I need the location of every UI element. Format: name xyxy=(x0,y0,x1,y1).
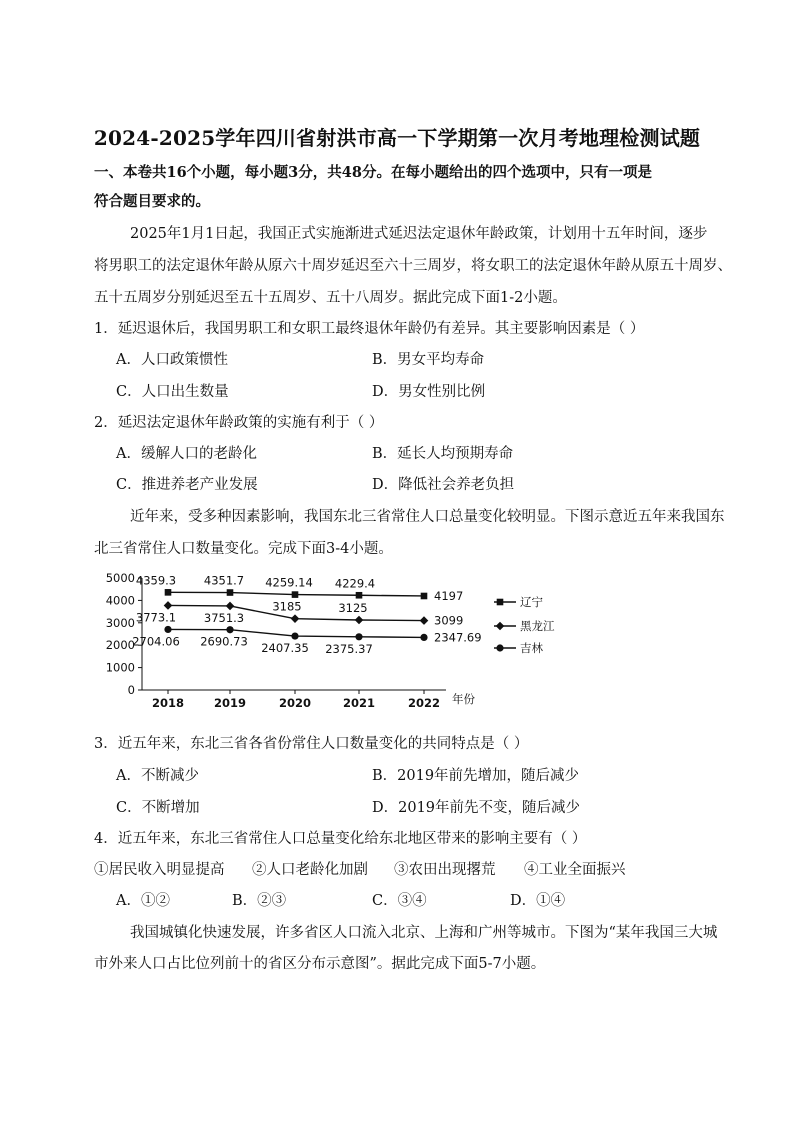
question-2-stem: 2．延迟法定退休年龄政策的实施有利于（ ） xyxy=(94,415,384,431)
x-tick-label: 2019 xyxy=(213,696,247,710)
question-1-stem: 1．延迟退休后，我国男职工和女职工最终退休年龄仍有差异。其主要影响因素是（ ） xyxy=(94,321,645,337)
data-point xyxy=(355,616,364,625)
data-label: 3773.1 xyxy=(135,610,177,625)
y-tick-label: 0 xyxy=(127,683,135,697)
data-label: 2375.37 xyxy=(325,641,373,656)
data-label: 3099 xyxy=(434,613,464,628)
question-2-option-d[interactable]: D．降低社会养老负担 xyxy=(372,477,515,493)
data-label: 4351.7 xyxy=(203,573,245,588)
x-tick-label: 2021 xyxy=(342,696,376,710)
question-3-option-a[interactable]: A．不断减少 xyxy=(116,768,199,784)
data-label: 2347.69 xyxy=(434,630,482,645)
y-tick-label: 5000 xyxy=(105,571,135,585)
question-4-option-b[interactable]: B．②③ xyxy=(232,893,287,909)
data-label: 2704.06 xyxy=(132,634,180,649)
data-point xyxy=(356,592,363,599)
question-4-item-2: ②人口老龄化加剧 xyxy=(252,862,368,878)
data-label: 3751.3 xyxy=(203,610,245,625)
question-4-option-a[interactable]: A．①② xyxy=(116,893,170,909)
question-1-option-b[interactable]: B．男女平均寿命 xyxy=(372,352,485,368)
y-tick-label: 2000 xyxy=(105,638,135,653)
question-1-option-a[interactable]: A．人口政策惯性 xyxy=(116,352,228,368)
legend-label: 黑龙江 xyxy=(520,619,555,633)
population-line-chart xyxy=(96,566,566,716)
section-instruction-line2: 符合题目要求的。 xyxy=(94,193,210,210)
passage1-line1: 2025年1月1日起，我国正式实施渐进式延迟法定退休年龄政策，计划用十五年时间，逐步 xyxy=(130,226,708,242)
data-label: 2407.35 xyxy=(261,641,309,656)
legend-marker xyxy=(496,644,503,651)
data-point xyxy=(292,591,299,598)
data-point xyxy=(227,589,234,596)
question-2-option-a[interactable]: A．缓解人口的老龄化 xyxy=(116,446,257,462)
question-4-stem: 4．近五年来，东北三省常住人口总量变化给东北地区带来的影响主要有（ ） xyxy=(94,831,587,847)
data-label: 4229.4 xyxy=(334,576,376,591)
question-4-option-d[interactable]: D．①④ xyxy=(510,893,566,909)
passage1-line2: 将男职工的法定退休年龄从原六十周岁延迟至六十三周岁，将女职工的法定退休年龄从原五十周岁、 xyxy=(94,258,732,274)
data-point xyxy=(164,601,173,610)
y-tick-label: 4000 xyxy=(105,593,135,608)
data-label: 4197 xyxy=(434,588,464,603)
legend-label: 辽宁 xyxy=(520,595,543,609)
data-point xyxy=(420,616,429,625)
x-axis-label: 年份 xyxy=(452,692,475,706)
question-3-option-d[interactable]: D．2019年前先不变，随后减少 xyxy=(372,800,581,816)
data-label: 4359.3 xyxy=(135,573,177,588)
passage3-line2: 市外来人口占比位列前十的省区分布示意图”。据此完成下面5-7小题。 xyxy=(94,956,546,972)
data-point xyxy=(226,626,233,633)
legend-label: 吉林 xyxy=(520,641,543,655)
data-label: 4259.14 xyxy=(265,575,313,590)
data-point xyxy=(165,589,172,596)
y-tick-label: 1000 xyxy=(105,660,135,675)
data-label: 3125 xyxy=(338,601,368,615)
data-label: 2690.73 xyxy=(200,634,248,649)
question-4-item-4: ④工业全面振兴 xyxy=(524,862,626,878)
question-3-option-c[interactable]: C．不断增加 xyxy=(116,800,200,816)
x-tick-label: 2018 xyxy=(151,696,185,710)
page-title: 2024-2025学年四川省射洪市高一下学期第一次月考地理检测试题 xyxy=(93,126,701,150)
x-tick-label: 2020 xyxy=(278,696,312,710)
data-point xyxy=(291,632,298,639)
data-label: 3185 xyxy=(272,599,302,614)
data-point xyxy=(226,602,235,611)
question-4-item-1: ①居民收入明显提高 xyxy=(94,862,225,878)
question-3-stem: 3．近五年来，东北三省各省份常住人口数量变化的共同特点是（ ） xyxy=(94,736,529,752)
question-1-option-d[interactable]: D．男女性别比例 xyxy=(372,384,486,400)
question-3-option-b[interactable]: B．2019年前先增加，随后减少 xyxy=(372,768,580,784)
question-1-option-c[interactable]: C．人口出生数量 xyxy=(116,384,229,400)
x-tick-label: 2022 xyxy=(407,696,441,710)
data-point xyxy=(420,634,427,641)
section-instruction-line1: 一、本卷共16个小题，每小题3分，共48分。在每小题给出的四个选项中，只有一项是 xyxy=(94,164,652,181)
data-point xyxy=(164,626,171,633)
data-point xyxy=(291,614,300,623)
passage2-line1: 近年来，受多种因素影响，我国东北三省常住人口总量变化较明显。下图示意近五年来我国东 xyxy=(130,509,725,525)
question-4-item-3: ③农田出现撂荒 xyxy=(394,862,496,878)
question-4-option-c[interactable]: C．③④ xyxy=(372,893,427,909)
data-point xyxy=(421,593,428,600)
passage3-line1: 我国城镇化快速发展，许多省区人口流入北京、上海和广州等城市。下图为“某年我国三大城 xyxy=(130,925,718,941)
data-point xyxy=(355,633,362,640)
question-2-option-c[interactable]: C．推进养老产业发展 xyxy=(116,477,258,493)
question-2-option-b[interactable]: B．延长人均预期寿命 xyxy=(372,446,514,462)
legend-marker xyxy=(497,599,504,606)
passage2-line2: 北三省常住人口数量变化。完成下面3-4小题。 xyxy=(94,541,393,557)
legend-marker xyxy=(496,622,505,631)
passage1-line3: 五十五周岁分别延迟至五十五周岁、五十八周岁。据此完成下面1-2小题。 xyxy=(94,290,567,306)
y-tick-label: 3000 xyxy=(105,615,135,630)
